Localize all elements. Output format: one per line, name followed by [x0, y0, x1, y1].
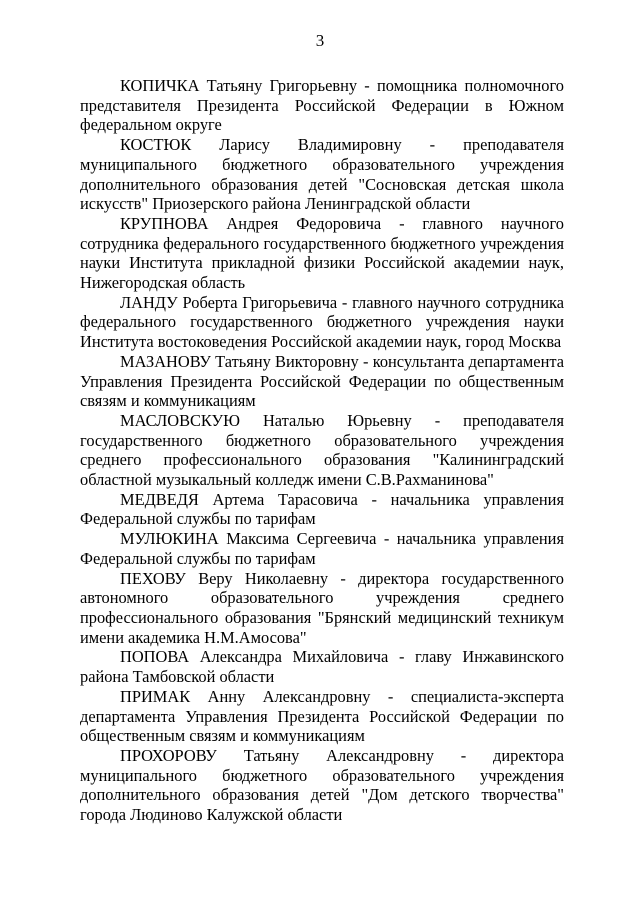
list-item: ПРИМАК Анну Александровну - специалиста-эксперта департамента Управления Президента Российской Федерации по общественным связям и коммуникациям: [80, 686, 564, 746]
list-item: КОСТЮК Ларису Владимировну - преподавателя муниципального бюджетного образовательного учреждения дополнительного образования детей "Сосновская детская школа искусств" Приозерского района Ленинградской области: [80, 135, 564, 214]
list-item: КРУПНОВА Андрея Федоровича - главного научного сотрудника федерального государственного бюджетного учреждения науки Института прикладной физики Российской академии наук, Нижегородская область: [80, 213, 564, 293]
list-item: ПЕХОВУ Веру Николаевну - директора государственного автономного образовательного учреждения среднего профессионального образования "Брянский медицинский техникум имени академика Н.М.Амосова": [80, 568, 564, 647]
list-item: МЕДВЕДЯ Артема Тарасовича - начальника управления Федеральной службы по тарифам: [80, 489, 564, 529]
list-item: МУЛЮКИНА Максима Сергеевича - начальника управления Федеральной службы по тарифам: [80, 529, 564, 568]
page-number: 3: [315, 31, 325, 50]
list-item: КОПИЧКА Татьяну Григорьевну - помощника полномочного представителя Президента Российской Федерации в Южном федеральном округе: [80, 76, 564, 135]
list-item: МАСЛОВСКУЮ Наталью Юрьевну - преподавателя государственного бюджетного образовательного учреждения среднего профессионального образования "Калининградский областной музыкальный колледж имени С.В.Рахманинова": [80, 410, 564, 490]
list-item: ПОПОВА Александра Михайловича - главу Инжавинского района Тамбовской области: [80, 647, 564, 687]
list-item: ЛАНДУ Роберта Григорьевича - главного научного сотрудника федерального государственного бюджетного учреждения науки Института востоковедения Российской академии наук, город Москва: [80, 292, 564, 352]
list-item: МАЗАНОВУ Татьяну Викторовну - консультанта департамента Управления Президента Российской Федерации по общественным связям и коммуникациям: [80, 351, 564, 411]
list-item: ПРОХОРОВУ Татьяну Александровну - директора муниципального бюджетного образовательного учреждения дополнительного образования детей "Дом детского творчества" города Людиново Калужской области: [80, 745, 564, 825]
award-recipient-list: [80, 76, 564, 825]
